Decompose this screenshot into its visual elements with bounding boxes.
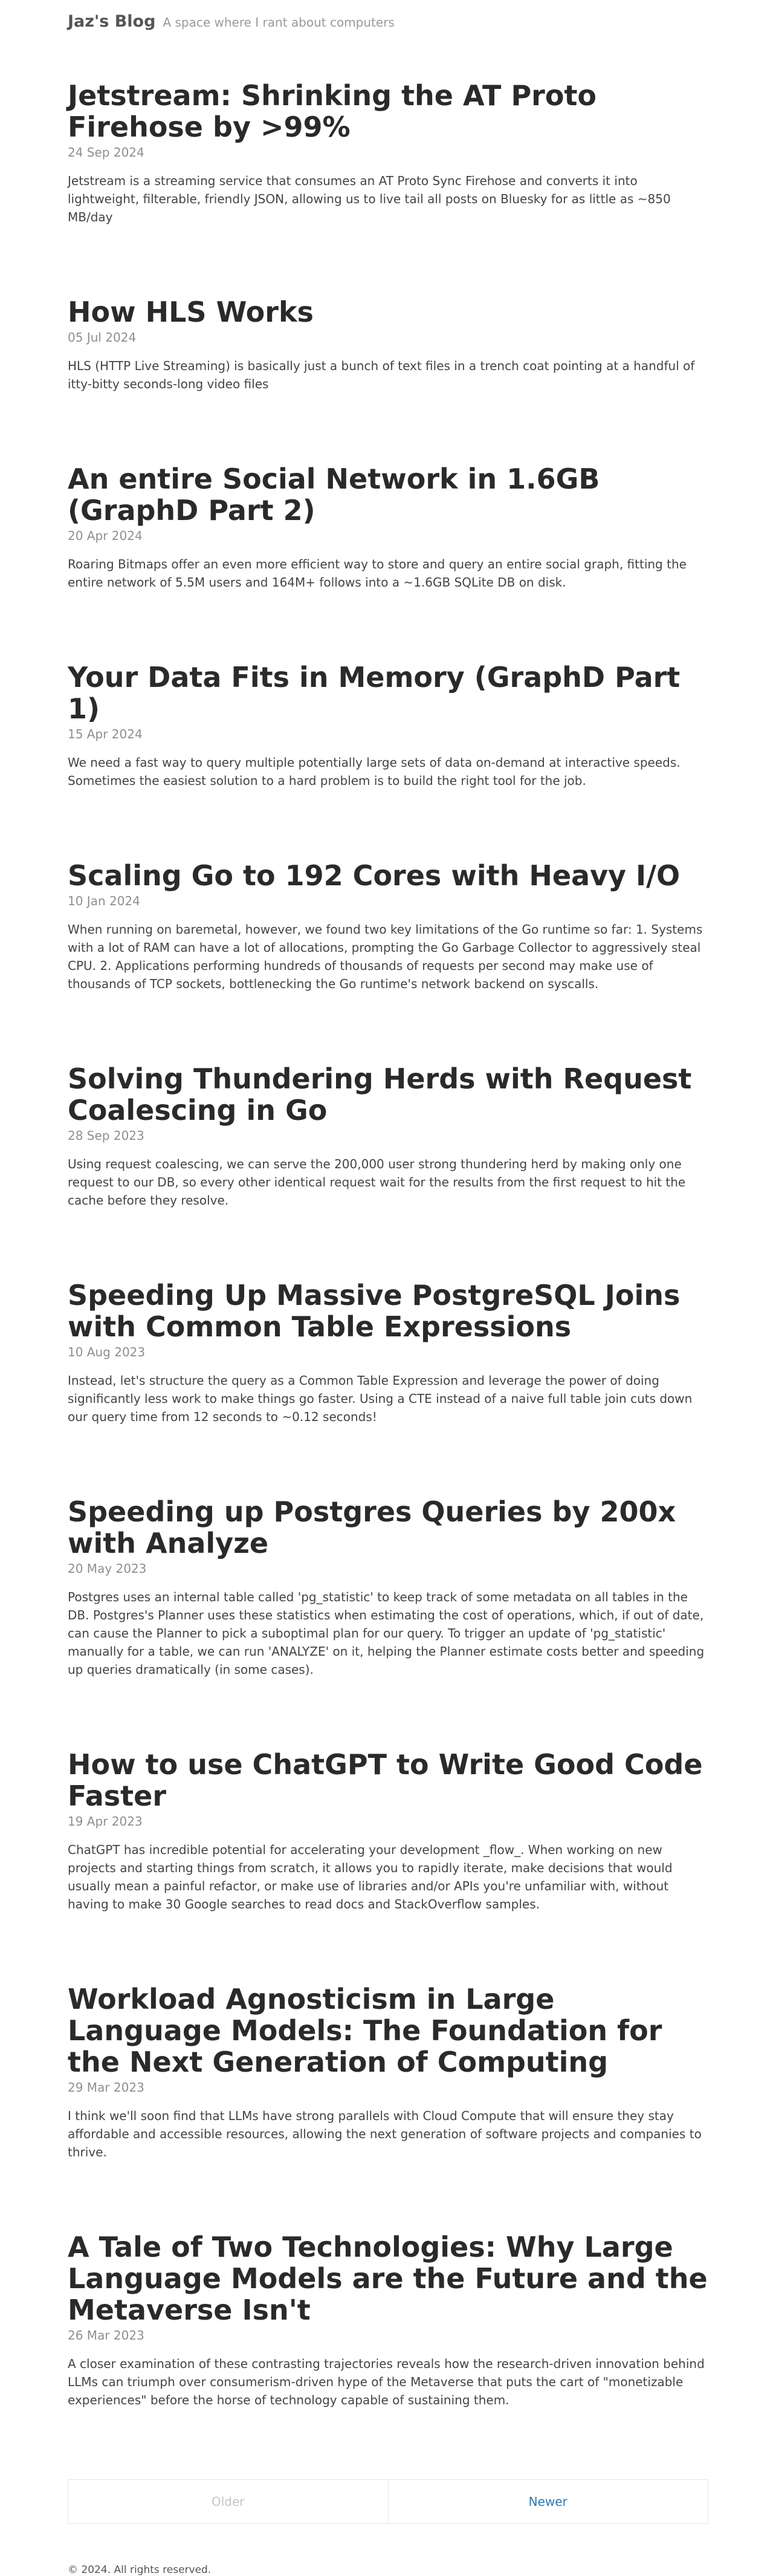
post-item — [68, 860, 708, 993]
post-item — [68, 1063, 708, 1209]
post-item — [68, 662, 708, 790]
site-footer: © 2024. All rights reserved. — [68, 2564, 212, 2576]
post-title-link[interactable]: Workload Agnosticism in Large Language Models: The Foundation for the Next Generation of Computing — [68, 1983, 662, 2078]
site-title-link[interactable]: Jaz's Blog — [68, 12, 156, 31]
post-item — [68, 1280, 708, 1426]
post-title-link[interactable]: Solving Thundering Herds with Request Coalescing in Go — [68, 1062, 692, 1127]
post-title-link[interactable]: A Tale of Two Technologies: Why Large Language Models are the Future and the Metaverse Isn't — [68, 2231, 708, 2326]
post-summary: HLS (HTTP Live Streaming) is basically just a bunch of text files in a trench coat pointing at a handful of itty-bitty seconds-long video files — [68, 359, 695, 391]
post-title-link[interactable]: Your Data Fits in Memory (GraphD Part 1) — [68, 661, 681, 725]
post-date: 10 Jan 2024 — [68, 894, 140, 908]
post-date: 24 Sep 2024 — [68, 145, 144, 160]
post-date: 20 Apr 2024 — [68, 529, 143, 543]
post-title-link[interactable]: Speeding up Postgres Queries by 200x with Analyze — [68, 1495, 676, 1560]
post-item — [68, 1496, 708, 1679]
post-item — [68, 1983, 708, 2161]
post-item — [68, 80, 708, 226]
post-summary: Postgres uses an internal table called 'pg_statistic' to keep track of some metadata on all tables in the DB. Postgres's Planner uses these statistics when estimating the cost of operations, which, if out of date, can cause the Planner to pick a suboptimal plan for our query. To trigger an update of 'pg_statistic' manually for a table, we can run 'ANALYZE' on it, helping the Planner estimate costs better and speeding up queries dramatically (in some cases). — [68, 1590, 705, 1677]
post-summary: We need a fast way to query multiple potentially large sets of data on-demand at interactive speeds. Sometimes the easiest solution to a hard problem is to build the right tool for the job. — [68, 755, 681, 788]
post-summary: ChatGPT has incredible potential for accelerating your development _flow_. When working on new projects and starting things from scratch, it allows you to rapidly iterate, make decisions that would usually mean a painful refactor, or make use of libraries and/or APIs you're unfamiliar with, without having to make 30 Google searches to read docs and StackOverflow samples. — [68, 1843, 673, 1911]
post-date: 28 Sep 2023 — [68, 1128, 144, 1143]
post-date: 05 Jul 2024 — [68, 330, 137, 345]
post-summary: Roaring Bitmaps offer an even more efficient way to store and query an entire social graph, fitting the entire network of 5.5M users and 164M+ follows into a ~1.6GB SQLite DB on disk. — [68, 557, 687, 590]
post-date: 20 May 2023 — [68, 1561, 147, 1576]
post-summary: A closer examination of these contrasting trajectories reveals how the research-driven innovation behind LLMs can triumph over consumerism-driven hype of the Metaverse that puts the cart of "monetizable experiences" before the horse of technology capable of sustaining them. — [68, 2356, 705, 2407]
site-tagline: A space where I rant about computers — [163, 15, 395, 30]
post-item — [68, 2231, 708, 2409]
post-title-link[interactable]: How HLS Works — [68, 296, 314, 328]
post-summary: When running on baremetal, however, we found two key limitations of the Go runtime so far: 1. Systems with a lot of RAM can have a lot of allocations, prompting the Go Garbage Collector to aggressively steal CPU. 2. Applications performing hundreds of thousands of requests per second may make use of thousands of TCP sockets, bottlenecking the Go runtime's network backend on syscalls. — [68, 922, 703, 991]
older-page-button: Older — [68, 2480, 389, 2523]
post-summary: Jetstream is a streaming service that consumes an AT Proto Sync Firehose and converts it into lightweight, filterable, friendly JSON, allowing us to live tail all posts on Bluesky for as little as ~850 MB/day — [68, 174, 671, 224]
post-title-link[interactable]: An entire Social Network in 1.6GB (GraphD Part 2) — [68, 463, 600, 527]
post-summary: I think we'll soon find that LLMs have strong parallels with Cloud Compute that will ensure they stay affordable and accessible resources, allowing the next generation of software projects and companies to thrive. — [68, 2109, 702, 2159]
post-summary: Using request coalescing, we can serve the 200,000 user strong thundering herd by making only one request to our DB, so every other identical request wait for the results from the first request to hit the cache before they resolve. — [68, 1157, 686, 1208]
post-date: 10 Aug 2023 — [68, 1345, 146, 1359]
pagination — [68, 2479, 708, 2524]
post-date: 29 Mar 2023 — [68, 2080, 144, 2095]
post-item — [68, 1749, 708, 1913]
site-header — [68, 0, 708, 48]
post-item — [68, 296, 708, 393]
post-date: 26 Mar 2023 — [68, 2328, 144, 2343]
post-title-link[interactable]: Scaling Go to 192 Cores with Heavy I/O — [68, 859, 681, 892]
post-title-link[interactable]: Jetstream: Shrinking the AT Proto Firehose by >99% — [68, 79, 597, 143]
page-container — [68, 0, 708, 2576]
post-title-link[interactable]: How to use ChatGPT to Write Good Code Faster — [68, 1748, 703, 1812]
post-title-link[interactable]: Speeding Up Massive PostgreSQL Joins with Common Table Expressions — [68, 1279, 681, 1343]
post-item — [68, 463, 708, 591]
post-list — [68, 48, 708, 2409]
post-summary: Instead, let's structure the query as a Common Table Expression and leverage the power of doing significantly less work to make things go faster. Using a CTE instead of a naive full table join cuts down our query time from 12 seconds to ~0.12 seconds! — [68, 1373, 693, 1424]
post-date: 15 Apr 2024 — [68, 727, 143, 741]
post-date: 19 Apr 2023 — [68, 1814, 143, 1829]
newer-page-link[interactable]: Newer — [528, 2494, 567, 2509]
